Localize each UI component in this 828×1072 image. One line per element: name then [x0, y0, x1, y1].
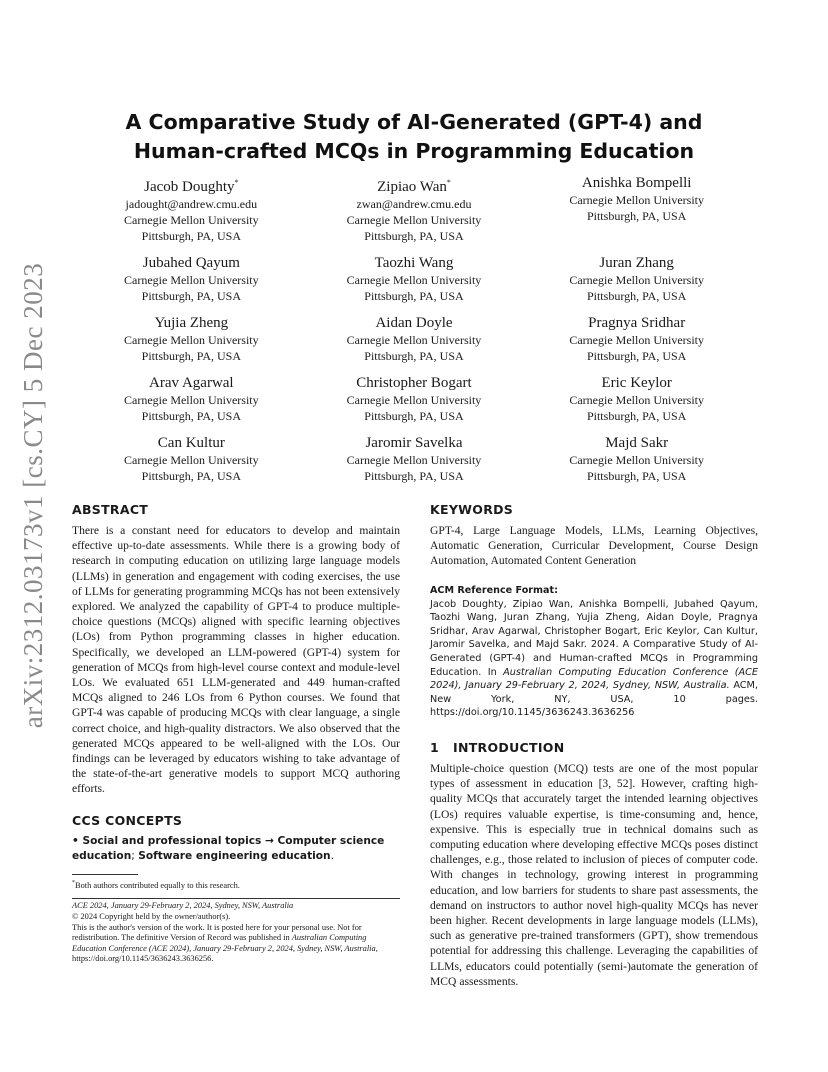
author-location: Pittsburgh, PA, USA — [141, 289, 242, 303]
author-entry — [303, 174, 526, 244]
author-entry — [525, 174, 748, 244]
author-affiliation: Carnegie Mellon University — [346, 393, 482, 407]
author-location: Pittsburgh, PA, USA — [586, 209, 687, 223]
author-name: Christopher Bogart — [356, 375, 472, 391]
left-column — [72, 502, 400, 965]
ccs-concept-2: Software engineering education — [138, 849, 331, 862]
author-name: Jaromir Savelka — [365, 435, 463, 451]
ccs-concept-1: Social and professional topics → Computer science education — [72, 834, 385, 862]
keywords-heading: KEYWORDS — [430, 502, 514, 517]
author-block — [80, 174, 748, 484]
author-email: jadought@andrew.cmu.edu — [125, 197, 258, 211]
keywords-text: GPT-4, Large Language Models, LLMs, Learning Objectives, Automatic Generation, Curricular Development, Course Design Automation, Automated Content Generation — [430, 524, 758, 568]
author-entry — [303, 254, 526, 304]
copyright-block — [72, 898, 400, 965]
introduction-heading: 1 INTRODUCTION — [430, 739, 565, 755]
author-entry — [80, 254, 303, 304]
title-line-1: A Comparative Study of AI-Generated (GPT-4) and — [125, 110, 703, 134]
author-entry — [525, 314, 748, 364]
author-affiliation: Carnegie Mellon University — [569, 453, 704, 467]
author-entry — [80, 374, 303, 424]
author-location: Pittsburgh, PA, USA — [364, 349, 464, 363]
author-location: Pittsburgh, PA, USA — [586, 409, 687, 423]
author-affiliation: Carnegie Mellon University — [346, 333, 482, 347]
author-entry — [80, 174, 303, 244]
author-entry — [525, 374, 748, 424]
author-entry — [80, 314, 303, 364]
author-name: Can Kultur — [157, 435, 225, 451]
author-entry — [303, 434, 526, 484]
author-location: Pittsburgh, PA, USA — [364, 469, 464, 483]
paper-title — [72, 108, 756, 166]
copyright-line: © 2024 Copyright held by the owner/author(s). — [72, 912, 231, 922]
author-affiliation: Carnegie Mellon University — [124, 273, 259, 287]
author-affiliation: Carnegie Mellon University — [569, 193, 704, 207]
author-name: Eric Keylor — [601, 375, 672, 391]
author-affiliation: Carnegie Mellon University — [346, 453, 482, 467]
author-location: Pittsburgh, PA, USA — [141, 229, 242, 243]
arxiv-stamp — [14, 262, 54, 728]
author-name: Majd Sakr — [605, 435, 669, 451]
author-email: zwan@andrew.cmu.edu — [356, 197, 472, 211]
author-name: Jubahed Qayum — [142, 255, 240, 271]
footnote: *Both authors contributed equally to this research. — [72, 879, 240, 890]
author-name: Juran Zhang — [599, 255, 674, 271]
title-line-2: Human-crafted MCQs in Programming Education — [133, 139, 695, 163]
author-location: Pittsburgh, PA, USA — [586, 289, 687, 303]
author-location: Pittsburgh, PA, USA — [141, 469, 242, 483]
author-location: Pittsburgh, PA, USA — [586, 469, 687, 483]
author-location: Pittsburgh, PA, USA — [364, 409, 464, 423]
author-name: Arav Agarwal — [149, 375, 234, 391]
author-affiliation: Carnegie Mellon University — [569, 393, 704, 407]
author-entry — [525, 434, 748, 484]
author-entry — [525, 254, 748, 304]
author-affiliation: Carnegie Mellon University — [124, 213, 259, 227]
author-location: Pittsburgh, PA, USA — [364, 229, 464, 243]
right-column — [430, 502, 758, 989]
author-affiliation: Carnegie Mellon University — [346, 213, 482, 227]
author-location: Pittsburgh, PA, USA — [364, 289, 464, 303]
author-affiliation: Carnegie Mellon University — [569, 273, 704, 287]
author-location: Pittsburgh, PA, USA — [141, 409, 242, 423]
ccs-text: • Social and professional topics → Computer science education; Software engineering education. — [72, 834, 385, 862]
author-affiliation: Carnegie Mellon University — [124, 393, 259, 407]
arxiv-id: arXiv:2312.03173v1 [cs.CY] 5 Dec 2023 — [18, 262, 49, 728]
author-affiliation: Carnegie Mellon University — [346, 273, 482, 287]
acm-reference-heading: ACM Reference Format: — [430, 584, 558, 596]
author-affiliation: Carnegie Mellon University — [569, 333, 704, 347]
author-name: Aidan Doyle — [375, 315, 453, 331]
introduction-section — [430, 740, 758, 989]
ccs-section — [72, 813, 400, 864]
author-location: Pittsburgh, PA, USA — [141, 349, 242, 363]
author-affiliation: Carnegie Mellon University — [124, 333, 259, 347]
author-name: Zipiao Wan* — [377, 178, 451, 195]
ccs-heading: CCS CONCEPTS — [72, 812, 183, 828]
author-name: Yujia Zheng — [154, 315, 229, 331]
author-name: Pragnya Sridhar — [588, 315, 686, 331]
version-note: This is the author's version of the work. It is posted here for your personal use. Not for redistribution. The definitive Version of Record was published in Australian Computing Education Conference (ACE 2024), January 29-February 2, 2024, Sydney, NSW, Australia, https://doi.org/10.1145/3636243.3636256. — [72, 922, 378, 964]
abstract-heading: ABSTRACT — [72, 502, 149, 517]
author-entry — [303, 374, 526, 424]
abstract-text: There is a constant need for educators to develop and maintain effective up-to-date assessments. While there is a growing body of research in computing education on utilizing large language models (LLMs) in generation and engagement with coding exercises, the use of LLMs for generating programming MCQs has not been extensively explored. We analyzed the capability of GPT-4 to produce multiple-choice questions (MCQs) aligned with specific learning objectives (LOs) from Python programming classes in higher education. Specifically, we developed an LLM-powered (GPT-4) system for generation of MCQs from high-level course context and module-level LOs. We evaluated 651 LLM-generated and 449 human-crafted MCQs aligned to 246 LOs from 6 Python courses. We found that GPT-4 was capable of producing MCQs with clear language, a single correct choice, and high-quality distractors. We also observed that the generated MCQs appeared to be well-aligned with the LOs. Our findings can be leveraged by educators wishing to take advantage of the state-of-the-art generative models to support MCQ authoring efforts. — [72, 524, 400, 796]
acm-reference-text: Jacob Doughty, Zipiao Wan, Anishka Bompelli, Jubahed Qayum, Taozhi Wang, Juran Zhang, Yujia Zheng, Aidan Doyle, Pragnya Sridhar, Arav Agarwal, Christopher Bogart, Eric Keylor, Can Kultur, Jaromir Savelka, and Majd Sakr. 2024. A Comparative Study of AI-Generated (GPT-4) and Human-crafted MCQs in Programming Education. In Australian Computing Education Conference (ACE 2024), January 29-February 2, 2024, Sydney, NSW, Australia. ACM, New York, NY, USA, 10 pages. https://doi.org/10.1145/3636243.3636256 — [430, 598, 758, 719]
footnote-rule — [72, 874, 138, 875]
author-name: Taozhi Wang — [374, 255, 454, 271]
author-name: Anishka Bompelli — [581, 175, 692, 191]
author-entry — [80, 434, 303, 484]
introduction-text: Multiple-choice question (MCQ) tests are one of the most popular types of assessment in education [3, 52]. However, crafting high-quality MCQs that accurately target the intended learning objectives (LOs) requires valuable expertise, is time-consuming and, hence, expensive. This is especially true in technical domains such as computing education where developing effective MCQs poses distinct challenges, e.g., those related to inclusion of pieces of computer code. With changes in technology, growing interest in programming education, and low barriers for students to share past assessments, the demand on instructors to author novel high-quality MCQs has never been higher. Recent developments in large language models (LLMs), such as generative pre-trained transformers (GPT), show tremendous potential for addressing this challenge. Leveraging the capabilities of LLMs, educators could potentially (semi-)automate the generation of MCQ assessments. — [430, 761, 758, 988]
author-location: Pittsburgh, PA, USA — [586, 349, 687, 363]
author-entry — [303, 314, 526, 364]
author-affiliation: Carnegie Mellon University — [124, 453, 259, 467]
venue-line: ACE 2024, January 29-February 2, 2024, Sydney, NSW, Australia — [72, 901, 294, 911]
author-name: Jacob Doughty* — [144, 178, 239, 195]
